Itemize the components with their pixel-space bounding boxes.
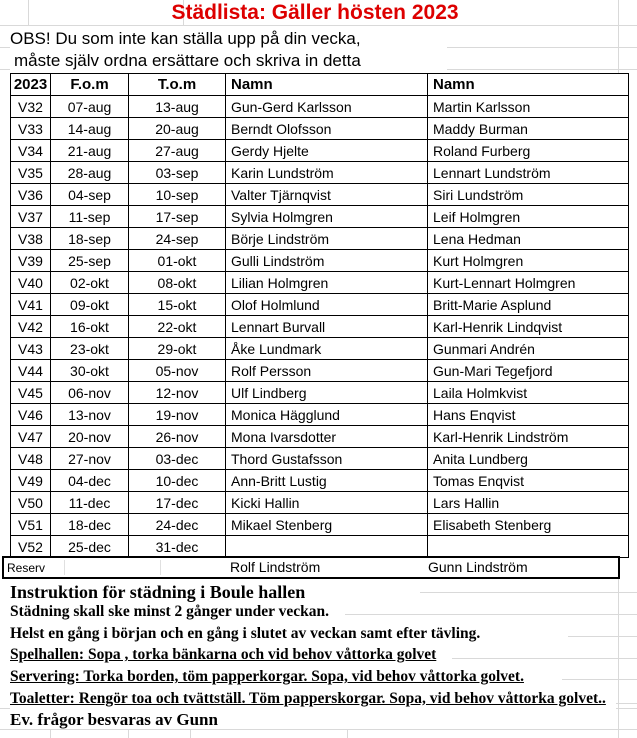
reserv-row — [2, 556, 620, 579]
cell-name-2: Elisabeth Stenberg — [428, 514, 629, 536]
table-row — [11, 272, 629, 294]
cell-from-date: 28-aug — [51, 162, 129, 184]
cell-name-1: Valter Tjärnqvist — [226, 184, 428, 206]
table-row — [11, 338, 629, 360]
cell-to-date: 22-okt — [129, 316, 226, 338]
cell-week: V34 — [11, 140, 51, 162]
table-row — [11, 228, 629, 250]
cell-week: V50 — [11, 492, 51, 514]
cell-name-1: Lilian Holmgren — [226, 272, 428, 294]
cell-week: V43 — [11, 338, 51, 360]
cell-week: V39 — [11, 250, 51, 272]
cell-to-date: 08-okt — [129, 272, 226, 294]
cell-from-date: 20-nov — [51, 426, 129, 448]
cell-name-1: Rolf Persson — [226, 360, 428, 382]
table-row — [11, 470, 629, 492]
cell-to-date: 31-dec — [129, 536, 226, 558]
cell-name-2: Lena Hedman — [428, 228, 629, 250]
cell-week: V44 — [11, 360, 51, 382]
cell-to-date: 15-okt — [129, 294, 226, 316]
cell-name-1: Gerdy Hjelte — [226, 140, 428, 162]
cell-from-date: 11-sep — [51, 206, 129, 228]
cell-to-date: 03-dec — [129, 448, 226, 470]
cell-to-date: 17-dec — [129, 492, 226, 514]
cell-week: V36 — [11, 184, 51, 206]
table-row — [11, 294, 629, 316]
table-row — [11, 448, 629, 470]
cell-name-1: Gun-Gerd Karlsson — [226, 96, 428, 118]
cell-from-date: 25-dec — [51, 536, 129, 558]
reserv-gridline — [160, 560, 161, 575]
page-title: Städlista: Gäller hösten 2023 — [171, 1, 459, 24]
cell-name-1: Gulli Lindström — [226, 250, 428, 272]
instructions-heading: Instruktion för städning i Boule hallen — [10, 582, 306, 602]
cell-to-date: 01-okt — [129, 250, 226, 272]
cell-name-1: Kicki Hallin — [226, 492, 428, 514]
reserv-name-2: Gunn Lindström — [428, 559, 528, 575]
cell-from-date: 30-okt — [51, 360, 129, 382]
cell-week: V51 — [11, 514, 51, 536]
cell-from-date: 13-nov — [51, 404, 129, 426]
cell-name-1 — [226, 536, 428, 558]
cell-week: V52 — [11, 536, 51, 558]
cell-from-date: 16-okt — [51, 316, 129, 338]
cell-name-1: Mikael Stenberg — [226, 514, 428, 536]
cell-name-1: Åke Lundmark — [226, 338, 428, 360]
instruction-line: Spelhallen: Sopa , torka bänkarna och vid behov våttorka golvet — [10, 646, 440, 668]
cell-to-date: 10-dec — [129, 470, 226, 492]
cell-from-date: 07-aug — [51, 96, 129, 118]
cell-name-2: Karl-Henrik Lindqvist — [428, 316, 629, 338]
cell-to-date: 12-nov — [129, 382, 226, 404]
cell-name-2: Lennart Lundström — [428, 162, 629, 184]
cell-to-date: 05-nov — [129, 360, 226, 382]
cell-week: V42 — [11, 316, 51, 338]
instruction-line: Helst en gång i början och en gång i slutet av veckan samt efter tävling. — [10, 625, 484, 647]
header-name-1: Namn — [226, 74, 428, 96]
table-row — [11, 206, 629, 228]
cell-name-2: Kurt Holmgren — [428, 250, 629, 272]
cell-name-2: Laila Holmkvist — [428, 382, 629, 404]
table-header-row — [11, 74, 629, 96]
cell-from-date: 09-okt — [51, 294, 129, 316]
cell-name-2: Anita Lundberg — [428, 448, 629, 470]
cell-name-1: Ann-Britt Lustig — [226, 470, 428, 492]
cell-to-date: 19-nov — [129, 404, 226, 426]
table-row — [11, 184, 629, 206]
cell-to-date: 03-sep — [129, 162, 226, 184]
instruction-line: Städning skall ske minst 2 gånger under veckan. — [10, 603, 333, 625]
cell-from-date: 18-sep — [51, 228, 129, 250]
table-row — [11, 514, 629, 536]
cell-name-2: Siri Lundström — [428, 184, 629, 206]
cell-from-date: 23-okt — [51, 338, 129, 360]
cell-from-date: 04-sep — [51, 184, 129, 206]
cleaning-schedule-table — [10, 73, 629, 558]
cell-week: V32 — [11, 96, 51, 118]
table-row — [11, 250, 629, 272]
cell-from-date: 11-dec — [51, 492, 129, 514]
reserv-label: Reserv — [7, 561, 46, 575]
instruction-line: Servering: Torka borden, töm papperkorgar. Sopa, vid behov våttorka golvet. — [10, 668, 528, 690]
cell-from-date: 27-nov — [51, 448, 129, 470]
cell-from-date: 04-dec — [51, 470, 129, 492]
cell-week: V49 — [11, 470, 51, 492]
instructions-list — [10, 603, 610, 711]
cell-name-1: Thord Gustafsson — [226, 448, 428, 470]
cell-name-2: Gun-Mari Tegefjord — [428, 360, 629, 382]
table-row — [11, 140, 629, 162]
cell-name-2: Lars Hallin — [428, 492, 629, 514]
cell-name-2: Gunmari Andrén — [428, 338, 629, 360]
cell-week: V35 — [11, 162, 51, 184]
cell-week: V40 — [11, 272, 51, 294]
cell-name-1: Olof Holmlund — [226, 294, 428, 316]
cell-to-date: 17-sep — [129, 206, 226, 228]
cell-to-date: 20-aug — [129, 118, 226, 140]
cell-week: V45 — [11, 382, 51, 404]
table-row — [11, 118, 629, 140]
cell-name-2: Roland Furberg — [428, 140, 629, 162]
cell-name-2: Karl-Henrik Lindström — [428, 426, 629, 448]
table-row — [11, 404, 629, 426]
cell-name-2: Kurt-Lennart Holmgren — [428, 272, 629, 294]
cell-name-1: Börje Lindström — [226, 228, 428, 250]
table-row — [11, 96, 629, 118]
cell-name-2: Hans Enqvist — [428, 404, 629, 426]
cell-to-date: 29-okt — [129, 338, 226, 360]
cell-name-2: Martin Karlsson — [428, 96, 629, 118]
cell-from-date: 25-sep — [51, 250, 129, 272]
cell-to-date: 24-sep — [129, 228, 226, 250]
cell-from-date: 21-aug — [51, 140, 129, 162]
cell-to-date: 10-sep — [129, 184, 226, 206]
cell-name-2: Leif Holmgren — [428, 206, 629, 228]
notice-line-2: måste själv ordna ersättare och skriva in detta — [14, 51, 361, 70]
header-to: T.o.m — [129, 74, 226, 96]
cell-name-2: Tomas Enqvist — [428, 470, 629, 492]
header-from: F.o.m — [51, 74, 129, 96]
table-row — [11, 426, 629, 448]
cell-from-date: 14-aug — [51, 118, 129, 140]
header-year: 2023 — [11, 74, 51, 96]
cell-to-date: 27-aug — [129, 140, 226, 162]
instructions-footer: Ev. frågor besvaras av Gunn — [10, 710, 218, 729]
cell-week: V38 — [11, 228, 51, 250]
cell-from-date: 06-nov — [51, 382, 129, 404]
cell-to-date: 24-dec — [129, 514, 226, 536]
reserv-gridline — [64, 560, 65, 575]
cell-name-1: Karin Lundström — [226, 162, 428, 184]
table-row — [11, 492, 629, 514]
cell-week: V37 — [11, 206, 51, 228]
table-row — [11, 382, 629, 404]
table-row — [11, 536, 629, 558]
cell-name-1: Berndt Olofsson — [226, 118, 428, 140]
cell-from-date: 18-dec — [51, 514, 129, 536]
cell-name-1: Monica Hägglund — [226, 404, 428, 426]
cell-name-1: Lennart Burvall — [226, 316, 428, 338]
cell-to-date: 13-aug — [129, 96, 226, 118]
cell-week: V46 — [11, 404, 51, 426]
cell-from-date: 02-okt — [51, 272, 129, 294]
cell-name-1: Mona Ivarsdotter — [226, 426, 428, 448]
notice-line-1: OBS! Du som inte kan ställa upp på din vecka, — [10, 29, 361, 48]
cell-name-2: Britt-Marie Asplund — [428, 294, 629, 316]
instruction-line: Toaletter: Rengör toa och tvättställ. Töm papperskorgar. Sopa, vid behov våttorka golvet.. — [10, 690, 610, 712]
cell-week: V41 — [11, 294, 51, 316]
cell-name-1: Sylvia Holmgren — [226, 206, 428, 228]
cell-name-2 — [428, 536, 629, 558]
cell-to-date: 26-nov — [129, 426, 226, 448]
cell-week: V48 — [11, 448, 51, 470]
cell-name-2: Maddy Burman — [428, 118, 629, 140]
cell-week: V47 — [11, 426, 51, 448]
cell-week: V33 — [11, 118, 51, 140]
table-row — [11, 316, 629, 338]
header-name-2: Namn — [428, 74, 629, 96]
table-row — [11, 162, 629, 184]
cell-name-1: Ulf Lindberg — [226, 382, 428, 404]
reserv-name-1: Rolf Lindström — [230, 559, 321, 575]
table-row — [11, 360, 629, 382]
